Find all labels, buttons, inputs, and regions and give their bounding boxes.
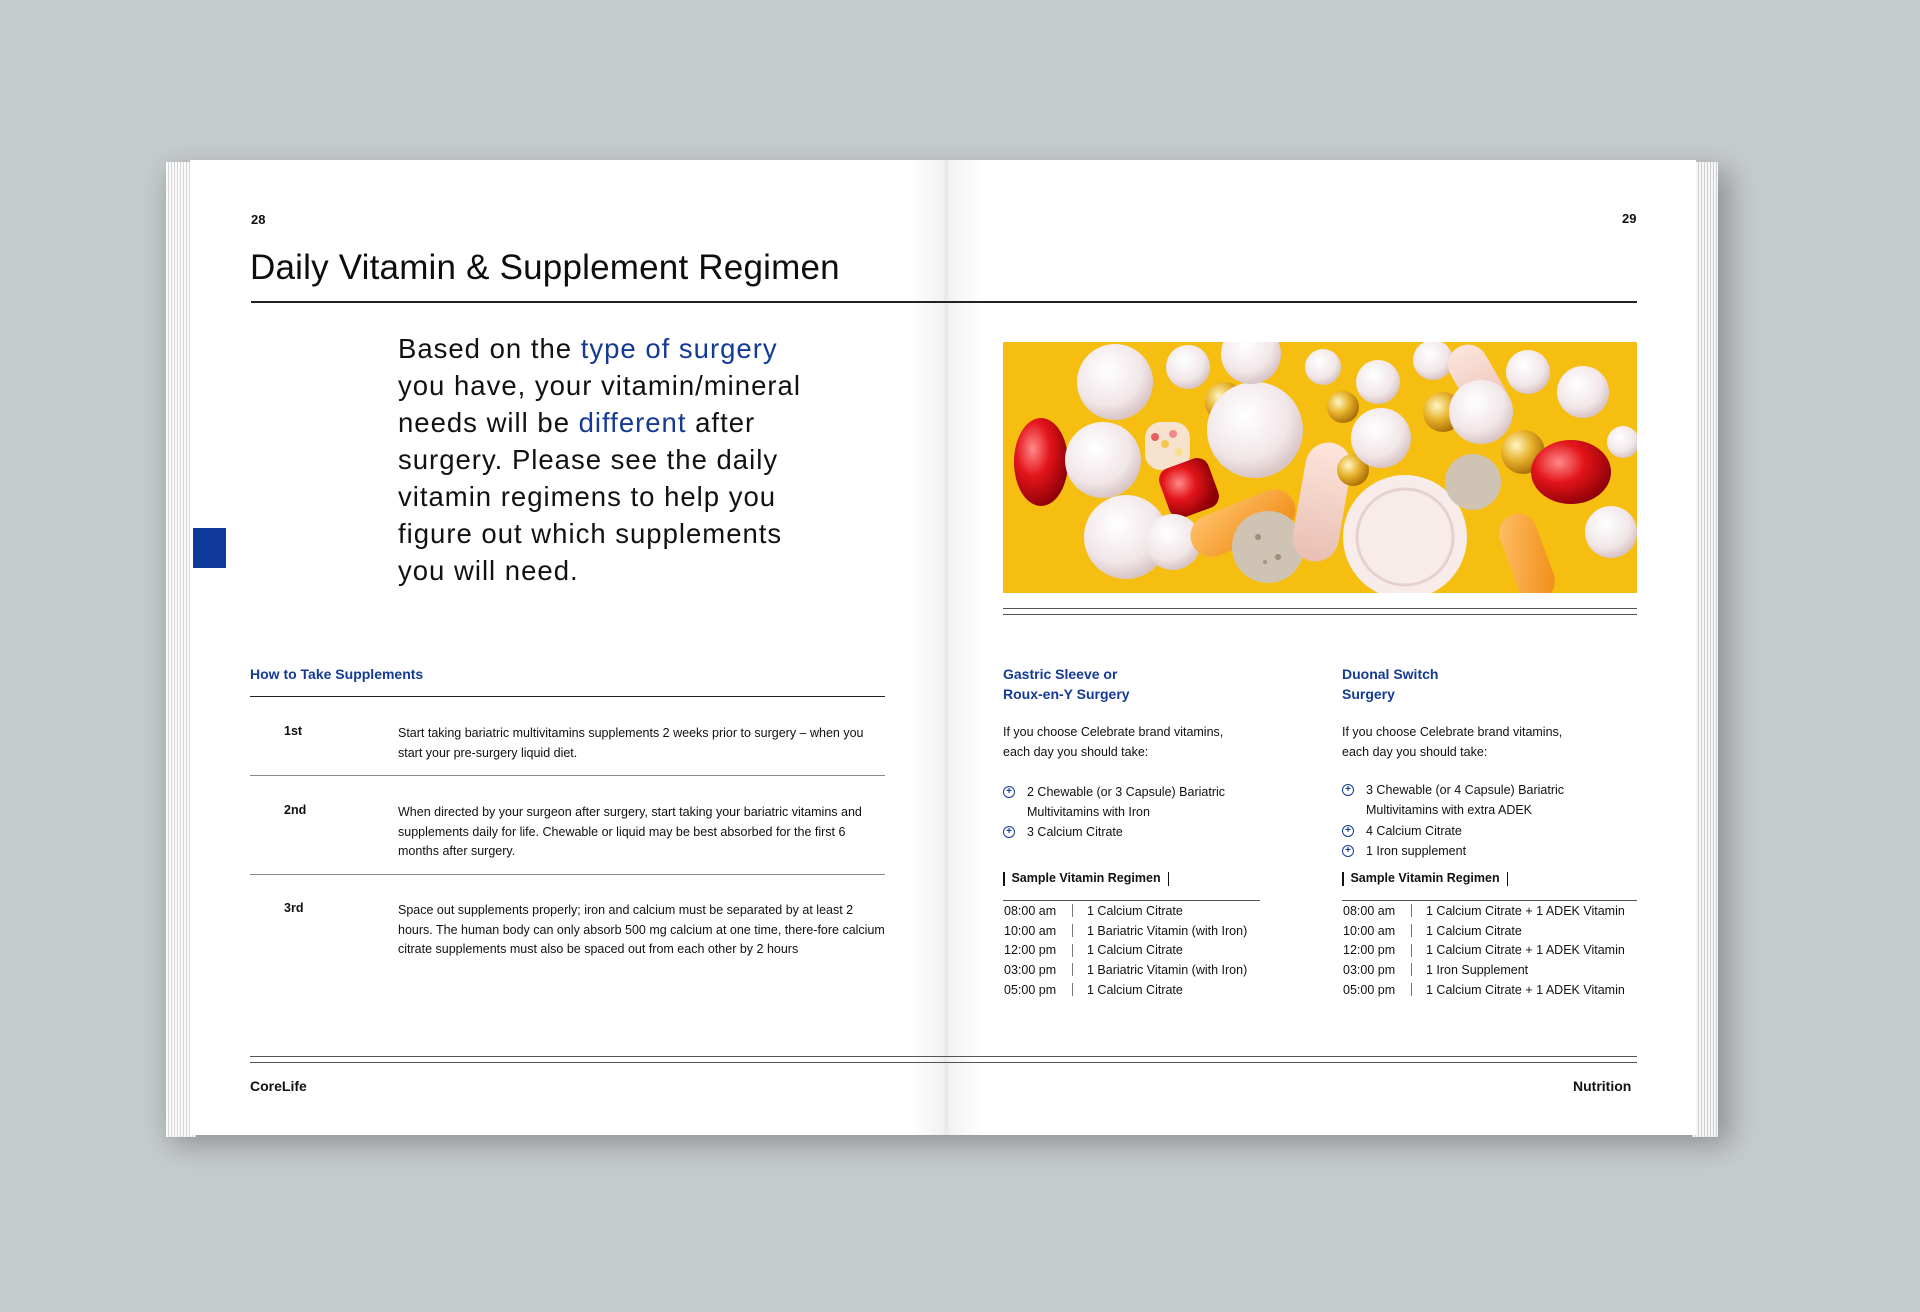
page-number-right: 29 <box>1622 211 1637 226</box>
duonal-item-2 <box>1342 822 1462 842</box>
step-label-2: 2nd <box>284 803 307 817</box>
sleeve-heading-line2: Roux-en-Y Surgery <box>1003 686 1130 702</box>
footer-double-rule <box>250 1056 1637 1063</box>
schedule-item: 1 Iron Supplement <box>1426 962 1529 977</box>
step-label-3: 3rd <box>284 901 304 915</box>
schedule-item: 1 Bariatric Vitamin (with Iron) <box>1087 962 1248 977</box>
intro-text-1: Based on the <box>398 333 581 364</box>
duonal-intro-line2: each day you should take: <box>1342 744 1488 759</box>
section-tab-marker <box>193 528 226 568</box>
schedule-row <box>1342 901 1637 921</box>
schedule-item: 1 Calcium Citrate <box>1426 923 1522 938</box>
schedule-item: 1 Calcium Citrate + 1 ADEK Vitamin <box>1412 901 1637 921</box>
duonal-item-3 <box>1342 842 1466 862</box>
schedule-row <box>1003 921 1260 941</box>
schedule-row <box>1342 940 1637 960</box>
duonal-item-1-line2: Multivitamins with extra ADEK <box>1366 802 1533 817</box>
sleeve-item-2-line1: 3 Calcium Citrate <box>1027 825 1123 839</box>
vitamin-pills-photo <box>1003 342 1637 593</box>
title-bar-right <box>1168 872 1170 886</box>
sleeve-heading-line1: Gastric Sleeve or <box>1003 666 1118 682</box>
plus-circle-icon: + <box>1342 825 1354 837</box>
sleeve-regimen-title <box>1003 871 1169 886</box>
step-text-1: Start taking bariatric multivitamins supplements 2 weeks prior to surgery – when you start your pre-surgery liquid diet. <box>398 726 864 760</box>
schedule-item: 1 Calcium Citrate <box>1073 901 1260 921</box>
sleeve-heading <box>1003 664 1130 704</box>
duonal-intro <box>1342 723 1562 762</box>
duonal-item-1-line1: 3 Chewable (or 4 Capsule) Bariatric <box>1366 783 1565 797</box>
sleeve-item-1-line1: 2 Chewable (or 3 Capsule) Bariatric <box>1027 785 1226 799</box>
footer-section: Nutrition <box>1573 1078 1632 1094</box>
duonal-regimen-title <box>1342 871 1508 886</box>
schedule-time: 10:00 am <box>1004 923 1057 938</box>
sleeve-intro-line2: each day you should take: <box>1003 744 1149 759</box>
sleeve-intro <box>1003 723 1223 762</box>
schedule-time: 08:00 am <box>1003 901 1072 921</box>
intro-highlight-surgery-type: type of surgery <box>580 333 778 364</box>
schedule-row <box>1003 960 1260 980</box>
sleeve-item-1-line2: Multivitamins with Iron <box>1027 804 1150 819</box>
schedule-time: 03:00 pm <box>1343 962 1396 977</box>
schedule-item: 1 Calcium Citrate + 1 ADEK Vitamin <box>1426 943 1625 958</box>
schedule-row <box>1003 901 1260 921</box>
schedule-item: 1 Calcium Citrate <box>1087 943 1183 958</box>
intro-text-3: after surgery. Please see the daily vitamin regimens to help you figure out which supplements you will need. <box>398 407 783 586</box>
photo-double-rule <box>1003 608 1637 615</box>
schedule-time: 08:00 am <box>1342 901 1411 921</box>
duonal-schedule-table <box>1342 900 1637 999</box>
duonal-item-2-line1: 4 Calcium Citrate <box>1366 824 1462 838</box>
schedule-row <box>1342 921 1637 941</box>
left-page <box>190 160 946 1135</box>
page-number-left: 28 <box>251 212 266 227</box>
footer-brand: CoreLife <box>250 1078 307 1094</box>
sleeve-schedule-table <box>1003 900 1260 999</box>
page-title: Daily Vitamin & Supplement Regimen <box>250 248 840 287</box>
schedule-time: 10:00 am <box>1343 923 1396 938</box>
schedule-item: 1 Bariatric Vitamin (with Iron) <box>1087 923 1248 938</box>
sleeve-intro-line1: If you choose Celebrate brand vitamins, <box>1003 725 1224 739</box>
title-bar-left <box>1342 872 1344 886</box>
how-to-rule <box>250 696 885 697</box>
plus-circle-icon: + <box>1342 845 1354 857</box>
duonal-heading-line1: Duonal Switch <box>1342 666 1439 682</box>
title-bar-right <box>1507 872 1509 886</box>
plus-circle-icon: + <box>1342 784 1354 796</box>
step-label-1: 1st <box>284 724 303 738</box>
sleeve-item-2 <box>1003 823 1123 843</box>
title-rule <box>251 301 1637 303</box>
step-divider-1 <box>250 775 885 776</box>
plus-circle-icon: + <box>1003 826 1015 838</box>
schedule-item: 1 Calcium Citrate <box>1087 982 1183 997</box>
schedule-row <box>1003 940 1260 960</box>
intro-highlight-different: different <box>578 407 687 438</box>
schedule-time: 12:00 pm <box>1004 943 1057 958</box>
schedule-time: 05:00 pm <box>1343 982 1396 997</box>
duonal-heading-line2: Surgery <box>1342 686 1395 702</box>
intro-text-2: you have, your vitamin/mineral needs will be <box>398 370 801 438</box>
title-bar-left <box>1003 872 1005 886</box>
duonal-item-1 <box>1342 781 1564 820</box>
duonal-heading <box>1342 664 1438 704</box>
step-text-3: Space out supplements properly; iron and calcium must be separated by at least 2 hours. The human body can only absorb 500 mg calcium at one time, there-fore calcium citrate supplements must also be spaced out from each other by 2 hours <box>398 903 885 956</box>
schedule-time: 03:00 pm <box>1004 962 1057 977</box>
plus-circle-icon: + <box>1003 786 1015 798</box>
schedule-time: 12:00 pm <box>1343 943 1396 958</box>
duonal-item-3-line1: 1 Iron supplement <box>1366 844 1467 858</box>
schedule-row <box>1342 960 1637 980</box>
duonal-regimen-title-text: Sample Vitamin Regimen <box>1350 871 1500 885</box>
sleeve-item-1 <box>1003 783 1225 822</box>
schedule-time: 05:00 pm <box>1004 982 1057 997</box>
schedule-item: 1 Calcium Citrate + 1 ADEK Vitamin <box>1426 982 1625 997</box>
schedule-row <box>1003 980 1260 1000</box>
step-divider-2 <box>250 874 885 875</box>
duonal-intro-line1: If you choose Celebrate brand vitamins, <box>1342 725 1563 739</box>
schedule-row <box>1342 980 1637 1000</box>
how-to-heading: How to Take Supplements <box>250 666 424 682</box>
intro-paragraph <box>398 330 828 589</box>
sleeve-regimen-title-text: Sample Vitamin Regimen <box>1011 871 1161 885</box>
step-text-2: When directed by your surgeon after surgery, start taking your bariatric vitamins and supplements daily for life. Chewable or liquid may be best absorbed for the first 6 months after surgery. <box>398 805 862 858</box>
